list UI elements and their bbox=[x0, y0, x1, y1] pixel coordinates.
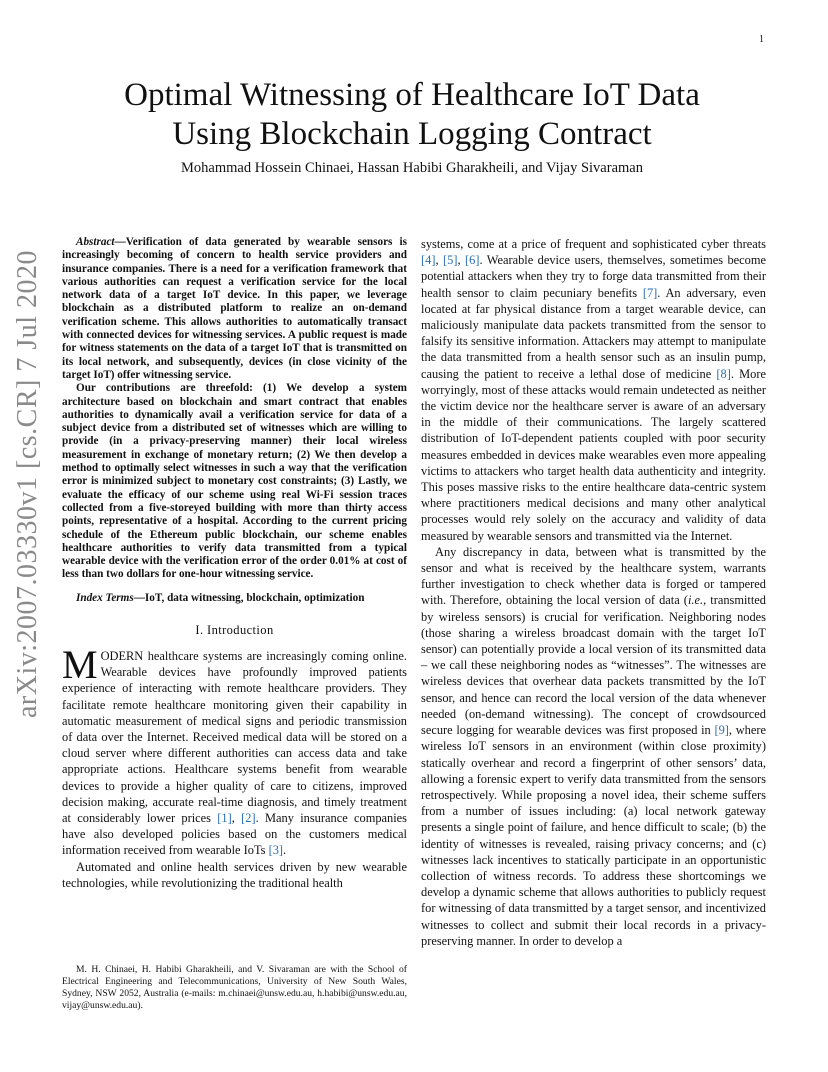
citation-link[interactable]: [5] bbox=[443, 253, 458, 268]
right-paragraph-1 bbox=[421, 236, 766, 544]
citation-link[interactable]: [1] bbox=[217, 811, 232, 826]
intro-paragraph-1 bbox=[62, 642, 407, 859]
body-text: systems, come at a price of frequent and sophisticated cyber threats bbox=[421, 237, 766, 251]
body-text: . Wearable device users, themselves, sometimes become potential attackers when they try to forge data transmitted from their health sensor to claim pecuniary benefits bbox=[421, 253, 767, 300]
abstract-text-1: Verification of data generated by wearable sensors is increasingly becoming of concern to health service providers and insurance companies. There is a need for a verification framework that various authorities can request a verification service for the local network data of a target IoT device. In this paper, we leverage blockchain as a distributed platform to realize an on-demand verification scheme. This allows authorities to automatically transact with connected devices for witnessing services. A public request is made for witness statements on the data of a target IoT that is transmitted on its local network, and subsequently, devices (in close vicinity of the target IoT) offer witnessing service. bbox=[62, 236, 407, 381]
intro-text: . bbox=[283, 843, 287, 858]
introduction-body bbox=[62, 642, 407, 891]
abstract-label: Abstract bbox=[76, 236, 115, 248]
left-column bbox=[62, 236, 407, 891]
citation-separator: , bbox=[435, 253, 443, 268]
citation-link[interactable]: [9] bbox=[714, 723, 729, 738]
index-terms bbox=[62, 592, 407, 605]
index-terms-text: IoT, data witnessing, blockchain, optimization bbox=[144, 591, 365, 604]
index-terms-dash: — bbox=[133, 591, 145, 604]
body-text: , where wireless IoT sensors in an environment (within close proximity) statically overhear and record a fingerprint of other sensors’ data, allowing a forensic expert to verify data transmitted from the sensors retrospectively. While proposing a novel idea, their scheme suffers from a number of issues including: (a) local network gateway presents a single point of failure, and hence difficult to scale; (b) the identity of witnesses is revealed, raising privacy concerns; and (c) witnesses lack incentives to statically participate in an opportunistic collection of witness records. To address these shortcomings we develop a dynamic scheme that allows authorities to publicly request for witnessing of data transmitted by a target sensor, and incentivized witnesses to collect and submit their local records in a privacy-preserving manner. In order to develop a bbox=[421, 723, 766, 948]
author-list: Mohammad Hossein Chinaei, Hassan Habibi Gharakheili, and Vijay Sivaraman bbox=[181, 160, 643, 176]
page-number: 1 bbox=[759, 34, 764, 45]
index-terms-label: Index Terms bbox=[76, 591, 134, 604]
author-affiliation-footnote: M. H. Chinaei, H. Habibi Gharakheili, and V. Sivaraman are with the School of Electrical Engineering and Telecommunications, University of New South Wales, Sydney, NSW 2052, Australia (e-mails: m.chinaei@unsw.edu.au, h.habibi@unsw.edu.au, vijay@unsw.edu.au). bbox=[62, 964, 407, 1011]
intro-text: ODERN healthcare systems are increasingly coming online. Wearable devices have profoundly improved patients experience of interacting with remote healthcare providers. They facilitate remote healthcare monitoring given their capability in automatic measurement of medical signs and periodic transmission of data over the Internet. Received medical data will be stored on a cloud server where different authorities can access data and take appropriate actions. Healthcare systems benefit from wearable devices to provide a higher quality of care to citizens, improved decision making, accurate real-time diagnosis, and timely treatment at considerably lower prices bbox=[62, 649, 407, 826]
right-paragraph-2 bbox=[421, 544, 766, 949]
title-line-2: Using Blockchain Logging Contract bbox=[172, 116, 652, 152]
drop-cap: M bbox=[62, 642, 98, 688]
abstract-dash: — bbox=[114, 236, 126, 248]
citation-separator: , bbox=[231, 811, 242, 826]
right-column bbox=[421, 236, 766, 949]
section-heading-introduction: I. Introduction bbox=[195, 623, 274, 638]
abstract-paragraph-2: Our contributions are threefold: (1) We develop a system architecture based on blockchain and smart contract that enables authorities to dynamically avail a verification service for data of a subject device from a distributed set of witnesses which are willing to provide (in a privacy-preserving manner) their local wireless measurement in exchange of monetary return; (2) We then develop a method to optimally select witnesses in such a way that the verification error is minimized subject to monetary cost constraints; (3) Lastly, we evaluate the efficacy of our scheme using real Wi-Fi session traces collected from a five-storeyed building with more than thirty access points, representative of a hospital. According to the current pricing schedule of the Ethereum public blockchain, our scheme enables healthcare authorities to verify data transmitted from a typical wearable device with the verification error of the order 0.01% at cost of less than two dollars for one-hour witnessing service. bbox=[62, 382, 407, 581]
intro-paragraph-2: Automated and online health services driven by new wearable technologies, while revolutionizing the traditional health bbox=[62, 859, 407, 890]
title-line-1: Optimal Witnessing of Healthcare IoT Data bbox=[124, 77, 700, 113]
citation-link[interactable]: [8] bbox=[716, 366, 731, 381]
body-text: Any discrepancy in data, between what is transmitted by the sensor and what is received by the healthcare system, warrants further investigation to check whether data is forged or tampered with. Therefore, obtaining the local version of data ( bbox=[421, 544, 766, 608]
arxiv-identifier: arXiv:2007.03330v1 [cs.CR] 7 Jul 2020 bbox=[12, 249, 43, 719]
body-text: transmitted by wireless sensors) is crucial for verification. Neighboring nodes (those sharing a wireless broadcast domain with the target IoT sensor) can potentially provide a local version of its transmitted data – we call these neighboring nodes as “witnesses”. The witnesses are wireless devices that overhear data packets transmitted by the IoT sensor, and hence can record the local version of the data whenever needed (on-demand witnessing). The concept of crowdsourced secure logging for wearable devices was first proposed in bbox=[421, 593, 766, 738]
intro-text: . Many insurance companies have also developed policies based on the customers medical information received from wearable IoTs bbox=[62, 811, 407, 858]
right-column-body bbox=[421, 236, 766, 949]
paper-title bbox=[96, 76, 728, 154]
italic-ie: i.e., bbox=[687, 593, 707, 608]
citation-link[interactable]: [7] bbox=[642, 285, 658, 300]
citation-link[interactable]: [3] bbox=[268, 843, 284, 858]
citation-link[interactable]: [4] bbox=[421, 253, 436, 268]
body-text: . An adversary, even located at far physical distance from a target wearable device, can maliciously manipulate data packets transmitted from the sensor to falsify its sensitive information. Attackers may attempt to manipulate the data transmitted from a health sensor such as an insulin pump, causing the patient to receive a lethal dose of medicine bbox=[421, 285, 766, 381]
abstract-paragraph-1 bbox=[62, 236, 407, 382]
citation-link[interactable]: [6] bbox=[465, 253, 480, 268]
body-text: . More worryingly, most of these attacks would remain undetected as neither the victim device nor the healthcare server is aware of an adversary in the middle of their communications. The largely scattered distribution of IoT-dependent patients coupled with poor security measures embedded in devices make wearables even more appealing victims to attackers who target health data authenticity and integrity. This poses massive risks to the entire healthcare data-centric system where practitioners medical decisions and many other analytical processes would rely solely on the accuracy and validity of data measured by wearable sensors and transmitted via the Internet. bbox=[421, 366, 766, 543]
abstract bbox=[62, 236, 407, 582]
citation-separator: , bbox=[457, 253, 465, 268]
citation-link[interactable]: [2] bbox=[241, 811, 256, 826]
